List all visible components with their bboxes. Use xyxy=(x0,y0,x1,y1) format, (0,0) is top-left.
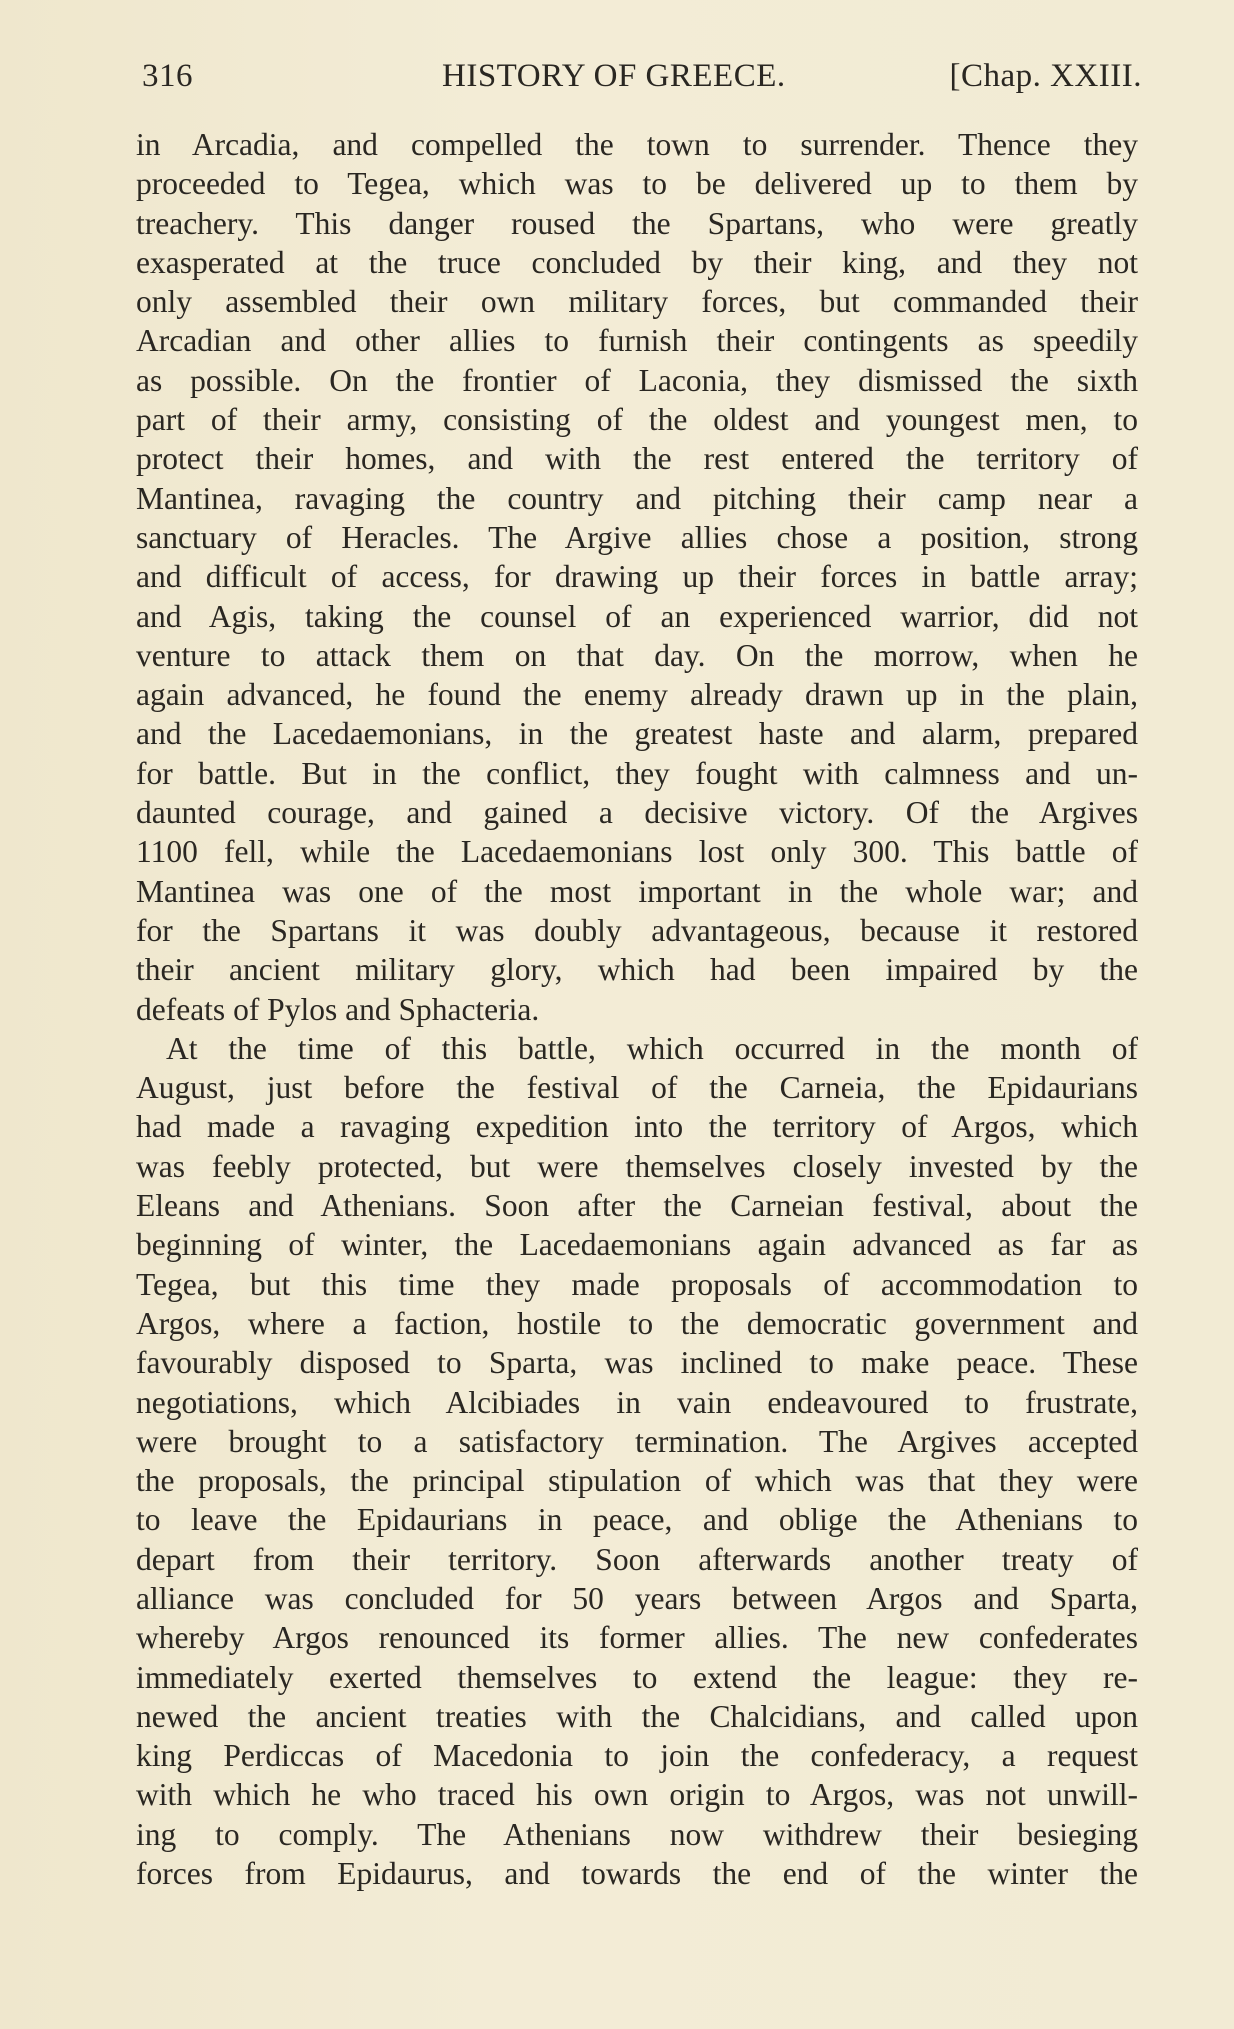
paragraph xyxy=(136,125,1138,1029)
text-line: was feebly protected, but were themselves closely invested by the xyxy=(136,1148,1138,1184)
text-line: newed the ancient treaties with the Chalcidians, and called upon xyxy=(136,1698,1138,1734)
text-line: and difficult of access, for drawing up their forces in battle array; xyxy=(136,559,1138,595)
text-line: to leave the Epidaurians in peace, and oblige the Athenians to xyxy=(136,1502,1138,1538)
text-line: were brought to a satisfactory termination. The Argives accepted xyxy=(136,1423,1138,1459)
text-line: whereby Argos renounced its former allies. The new confederates xyxy=(136,1620,1138,1656)
text-line: as possible. On the frontier of Laconia, they dismissed the sixth xyxy=(136,362,1138,398)
text-line: depart from their territory. Soon afterwards another treaty of xyxy=(136,1541,1138,1577)
text-line: for battle. But in the conflict, they fought with calmness and un- xyxy=(136,755,1138,791)
running-head xyxy=(142,58,1142,102)
text-line: 1100 fell, while the Lacedaemonians lost only 300. This battle of xyxy=(136,834,1138,870)
text-line: treachery. This danger roused the Spartans, who were greatly xyxy=(136,205,1138,241)
text-line: in Arcadia, and compelled the town to surrender. Thence they xyxy=(136,127,1138,162)
text-line: Arcadian and other allies to furnish their contingents as speedily xyxy=(136,323,1138,359)
text-line: their ancient military glory, which had been impaired by the xyxy=(136,952,1138,988)
text-line: only assembled their own military forces, but commanded their xyxy=(136,284,1138,320)
text-line: alliance was concluded for 50 years between Argos and Sparta, xyxy=(136,1580,1138,1616)
text-line: daunted courage, and gained a decisive victory. Of the Argives xyxy=(136,795,1138,831)
body-text xyxy=(136,125,1138,1893)
text-line: defeats of Pylos and Sphacteria. xyxy=(136,991,540,1027)
chapter-reference: [Chap. XXIII. xyxy=(949,58,1142,94)
text-line: beginning of winter, the Lacedaemonians again advanced as far as xyxy=(136,1227,1138,1263)
page-number: 316 xyxy=(142,58,193,94)
text-line: Tegea, but this time they made proposals of accommodation to xyxy=(136,1266,1138,1302)
text-line: the proposals, the principal stipulation of which was that they were xyxy=(136,1463,1138,1499)
book-title: HISTORY OF GREECE. xyxy=(442,58,786,94)
text-line: and Agis, taking the counsel of an experienced warrior, did not xyxy=(136,598,1138,634)
text-line: again advanced, he found the enemy already drawn up in the plain, xyxy=(136,677,1138,713)
text-line: venture to attack them on that day. On the morrow, when he xyxy=(136,637,1138,673)
text-line: August, just before the festival of the Carneia, the Epidaurians xyxy=(136,1070,1138,1106)
text-line: At the time of this battle, which occurred in the month of xyxy=(166,1030,1138,1066)
text-line: king Perdiccas of Macedonia to join the confederacy, a request xyxy=(136,1738,1138,1774)
text-line: Argos, where a faction, hostile to the democratic government and xyxy=(136,1305,1138,1341)
text-line: Eleans and Athenians. Soon after the Carneian festival, about the xyxy=(136,1188,1138,1224)
text-line: favourably disposed to Sparta, was inclined to make peace. These xyxy=(136,1345,1138,1381)
text-line: had made a ravaging expedition into the territory of Argos, which xyxy=(136,1109,1138,1145)
text-line: and the Lacedaemonians, in the greatest haste and alarm, prepared xyxy=(136,716,1138,752)
text-line: forces from Epidaurus, and towards the end of the winter the xyxy=(136,1856,1138,1892)
text-line: protect their homes, and with the rest entered the territory of xyxy=(136,441,1138,477)
text-line: for the Spartans it was doubly advantageous, because it restored xyxy=(136,912,1138,948)
text-line: immediately exerted themselves to extend the league: they re- xyxy=(136,1659,1138,1695)
text-line: sanctuary of Heracles. The Argive allies chose a position, strong xyxy=(136,519,1138,555)
text-line: ing to comply. The Athenians now withdrew their besieging xyxy=(136,1816,1138,1852)
paragraph xyxy=(136,1029,1138,1894)
text-line: Mantinea, ravaging the country and pitching their camp near a xyxy=(136,480,1138,516)
text-line: proceeded to Tegea, which was to be delivered up to them by xyxy=(136,166,1138,202)
text-line: part of their army, consisting of the oldest and youngest men, to xyxy=(136,402,1138,438)
text-line: Mantinea was one of the most important in the whole war; and xyxy=(136,873,1138,909)
text-line: with which he who traced his own origin to Argos, was not unwill- xyxy=(136,1777,1138,1813)
text-line: negotiations, which Alcibiades in vain endeavoured to frustrate, xyxy=(136,1384,1138,1420)
text-line: exasperated at the truce concluded by their king, and they not xyxy=(136,244,1138,280)
